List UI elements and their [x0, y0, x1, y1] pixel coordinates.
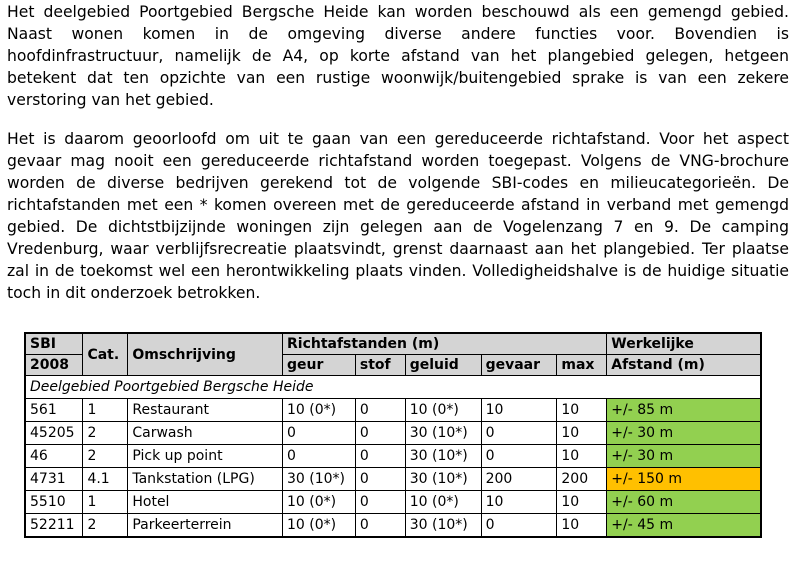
text-line: worden de diverse bedrijven gerekend tot de volgende SBI-codes en milieucategorieën. De: [7, 174, 789, 192]
cell-gevaar: 0: [481, 422, 557, 445]
cell-sbi: 46: [25, 445, 83, 468]
cell-gevaar: 10: [481, 399, 557, 422]
cell-max: 10: [557, 514, 607, 538]
cell-cat: 1: [83, 399, 128, 422]
cell-geur: 10 (0*): [282, 399, 355, 422]
text-line: zal in de toekomst wel een herontwikkeling plaats vinden. Volledigheidshalve is de huidige situatie: [7, 262, 789, 280]
text-line: Het is daarom geoorloofd om uit te gaan van een gereduceerde richtafstand. Voor het aspect: [7, 130, 789, 148]
header-werkelijke: Werkelijke: [607, 333, 761, 355]
cell-cat: 2: [83, 422, 128, 445]
cell-max: 10: [557, 491, 607, 514]
cell-max: 10: [557, 399, 607, 422]
table-row: [25, 491, 761, 514]
cell-gevaar: 0: [481, 514, 557, 538]
cell-geluid: 30 (10*): [405, 422, 481, 445]
cell-omschrijving: Parkeerterrein: [128, 514, 283, 538]
text-line: verstoring van het gebied.: [7, 91, 214, 109]
cell-stof: 0: [355, 422, 405, 445]
header-stof: stof: [355, 355, 405, 376]
cell-omschrijving: Restaurant: [128, 399, 283, 422]
section-row: [25, 376, 761, 399]
cell-gevaar: 200: [481, 468, 557, 491]
cell-max: 10: [557, 445, 607, 468]
cell-omschrijving: Hotel: [128, 491, 283, 514]
cell-geluid: 30 (10*): [405, 514, 481, 538]
cell-omschrijving: Carwash: [128, 422, 283, 445]
section-label: Deelgebied Poortgebied Bergsche Heide: [25, 376, 761, 399]
cell-afstand: +/- 85 m: [607, 399, 761, 422]
header-omschrijving: Omschrijving: [128, 333, 283, 376]
sbi-distance-table: [24, 332, 762, 538]
cell-cat: 1: [83, 491, 128, 514]
cell-afstand: +/- 45 m: [607, 514, 761, 538]
text-line: gebied. De dichtstbijzijnde woningen zijn gelegen aan de Vogelenzang 7 en 9. De camping: [7, 218, 789, 236]
cell-geur: 30 (10*): [282, 468, 355, 491]
text-line: betekent dat ten opzichte van een rustige woonwijk/buitengebied sprake is van een zekere: [7, 69, 789, 87]
cell-sbi: 45205: [25, 422, 83, 445]
cell-stof: 0: [355, 514, 405, 538]
paragraph-richtafstand: [7, 128, 789, 304]
header-sbi-year: 2008: [25, 355, 83, 376]
text-line: richtafstanden met een * komen overeen met de gereduceerde afstand in verband met gemengd: [7, 196, 789, 214]
cell-sbi: 5510: [25, 491, 83, 514]
cell-cat: 2: [83, 514, 128, 538]
cell-cat: 2: [83, 445, 128, 468]
cell-max: 10: [557, 422, 607, 445]
cell-stof: 0: [355, 468, 405, 491]
cell-omschrijving: Pick up point: [128, 445, 283, 468]
cell-geur: 0: [282, 422, 355, 445]
cell-afstand: +/- 30 m: [607, 422, 761, 445]
cell-afstand: +/- 150 m: [607, 468, 761, 491]
cell-geluid: 10 (0*): [405, 399, 481, 422]
text-line: Vredenburg, waar verblijfsrecreatie plaatsvindt, grenst daarnaast aan het plangebied. Ter plaatse: [7, 240, 789, 258]
cell-afstand: +/- 30 m: [607, 445, 761, 468]
header-cat: Cat.: [83, 333, 128, 376]
cell-geur: 10 (0*): [282, 514, 355, 538]
cell-sbi: 4731: [25, 468, 83, 491]
paragraph-intro: [7, 1, 789, 111]
text-line: gevaar mag nooit een gereduceerde richtafstand worden toegepast. Volgens de VNG-brochure: [7, 152, 789, 170]
header-sbi: SBI: [25, 333, 83, 355]
cell-stof: 0: [355, 491, 405, 514]
cell-geur: 10 (0*): [282, 491, 355, 514]
cell-geluid: 10 (0*): [405, 491, 481, 514]
cell-afstand: +/- 60 m: [607, 491, 761, 514]
cell-cat: 4.1: [83, 468, 128, 491]
cell-geur: 0: [282, 445, 355, 468]
cell-omschrijving: Tankstation (LPG): [128, 468, 283, 491]
text-line: toch in dit onderzoek betrokken.: [7, 284, 261, 302]
cell-sbi: 561: [25, 399, 83, 422]
cell-stof: 0: [355, 445, 405, 468]
text-line: Het deelgebied Poortgebied Bergsche Heide kan worden beschouwd als een gemengd gebied.: [7, 3, 789, 21]
table-row: [25, 445, 761, 468]
header-richtafstanden: Richtafstanden (m): [282, 333, 606, 355]
header-geur: geur: [282, 355, 355, 376]
table-row: [25, 399, 761, 422]
text-line: Naast wonen komen in de omgeving diverse andere functies voor. Bovendien is: [7, 25, 789, 43]
cell-sbi: 52211: [25, 514, 83, 538]
table-row: [25, 514, 761, 538]
table-row: [25, 422, 761, 445]
header-gevaar: gevaar: [481, 355, 557, 376]
cell-geluid: 30 (10*): [405, 468, 481, 491]
cell-geluid: 30 (10*): [405, 445, 481, 468]
text-line: hoofdinfrastructuur, namelijk de A4, op korte afstand van het plangebied gelegen, hetgeen: [7, 47, 789, 65]
cell-stof: 0: [355, 399, 405, 422]
table-row: [25, 468, 761, 491]
header-max: max: [557, 355, 607, 376]
cell-gevaar: 0: [481, 445, 557, 468]
header-geluid: geluid: [405, 355, 481, 376]
cell-gevaar: 10: [481, 491, 557, 514]
header-afstand: Afstand (m): [607, 355, 761, 376]
cell-max: 200: [557, 468, 607, 491]
